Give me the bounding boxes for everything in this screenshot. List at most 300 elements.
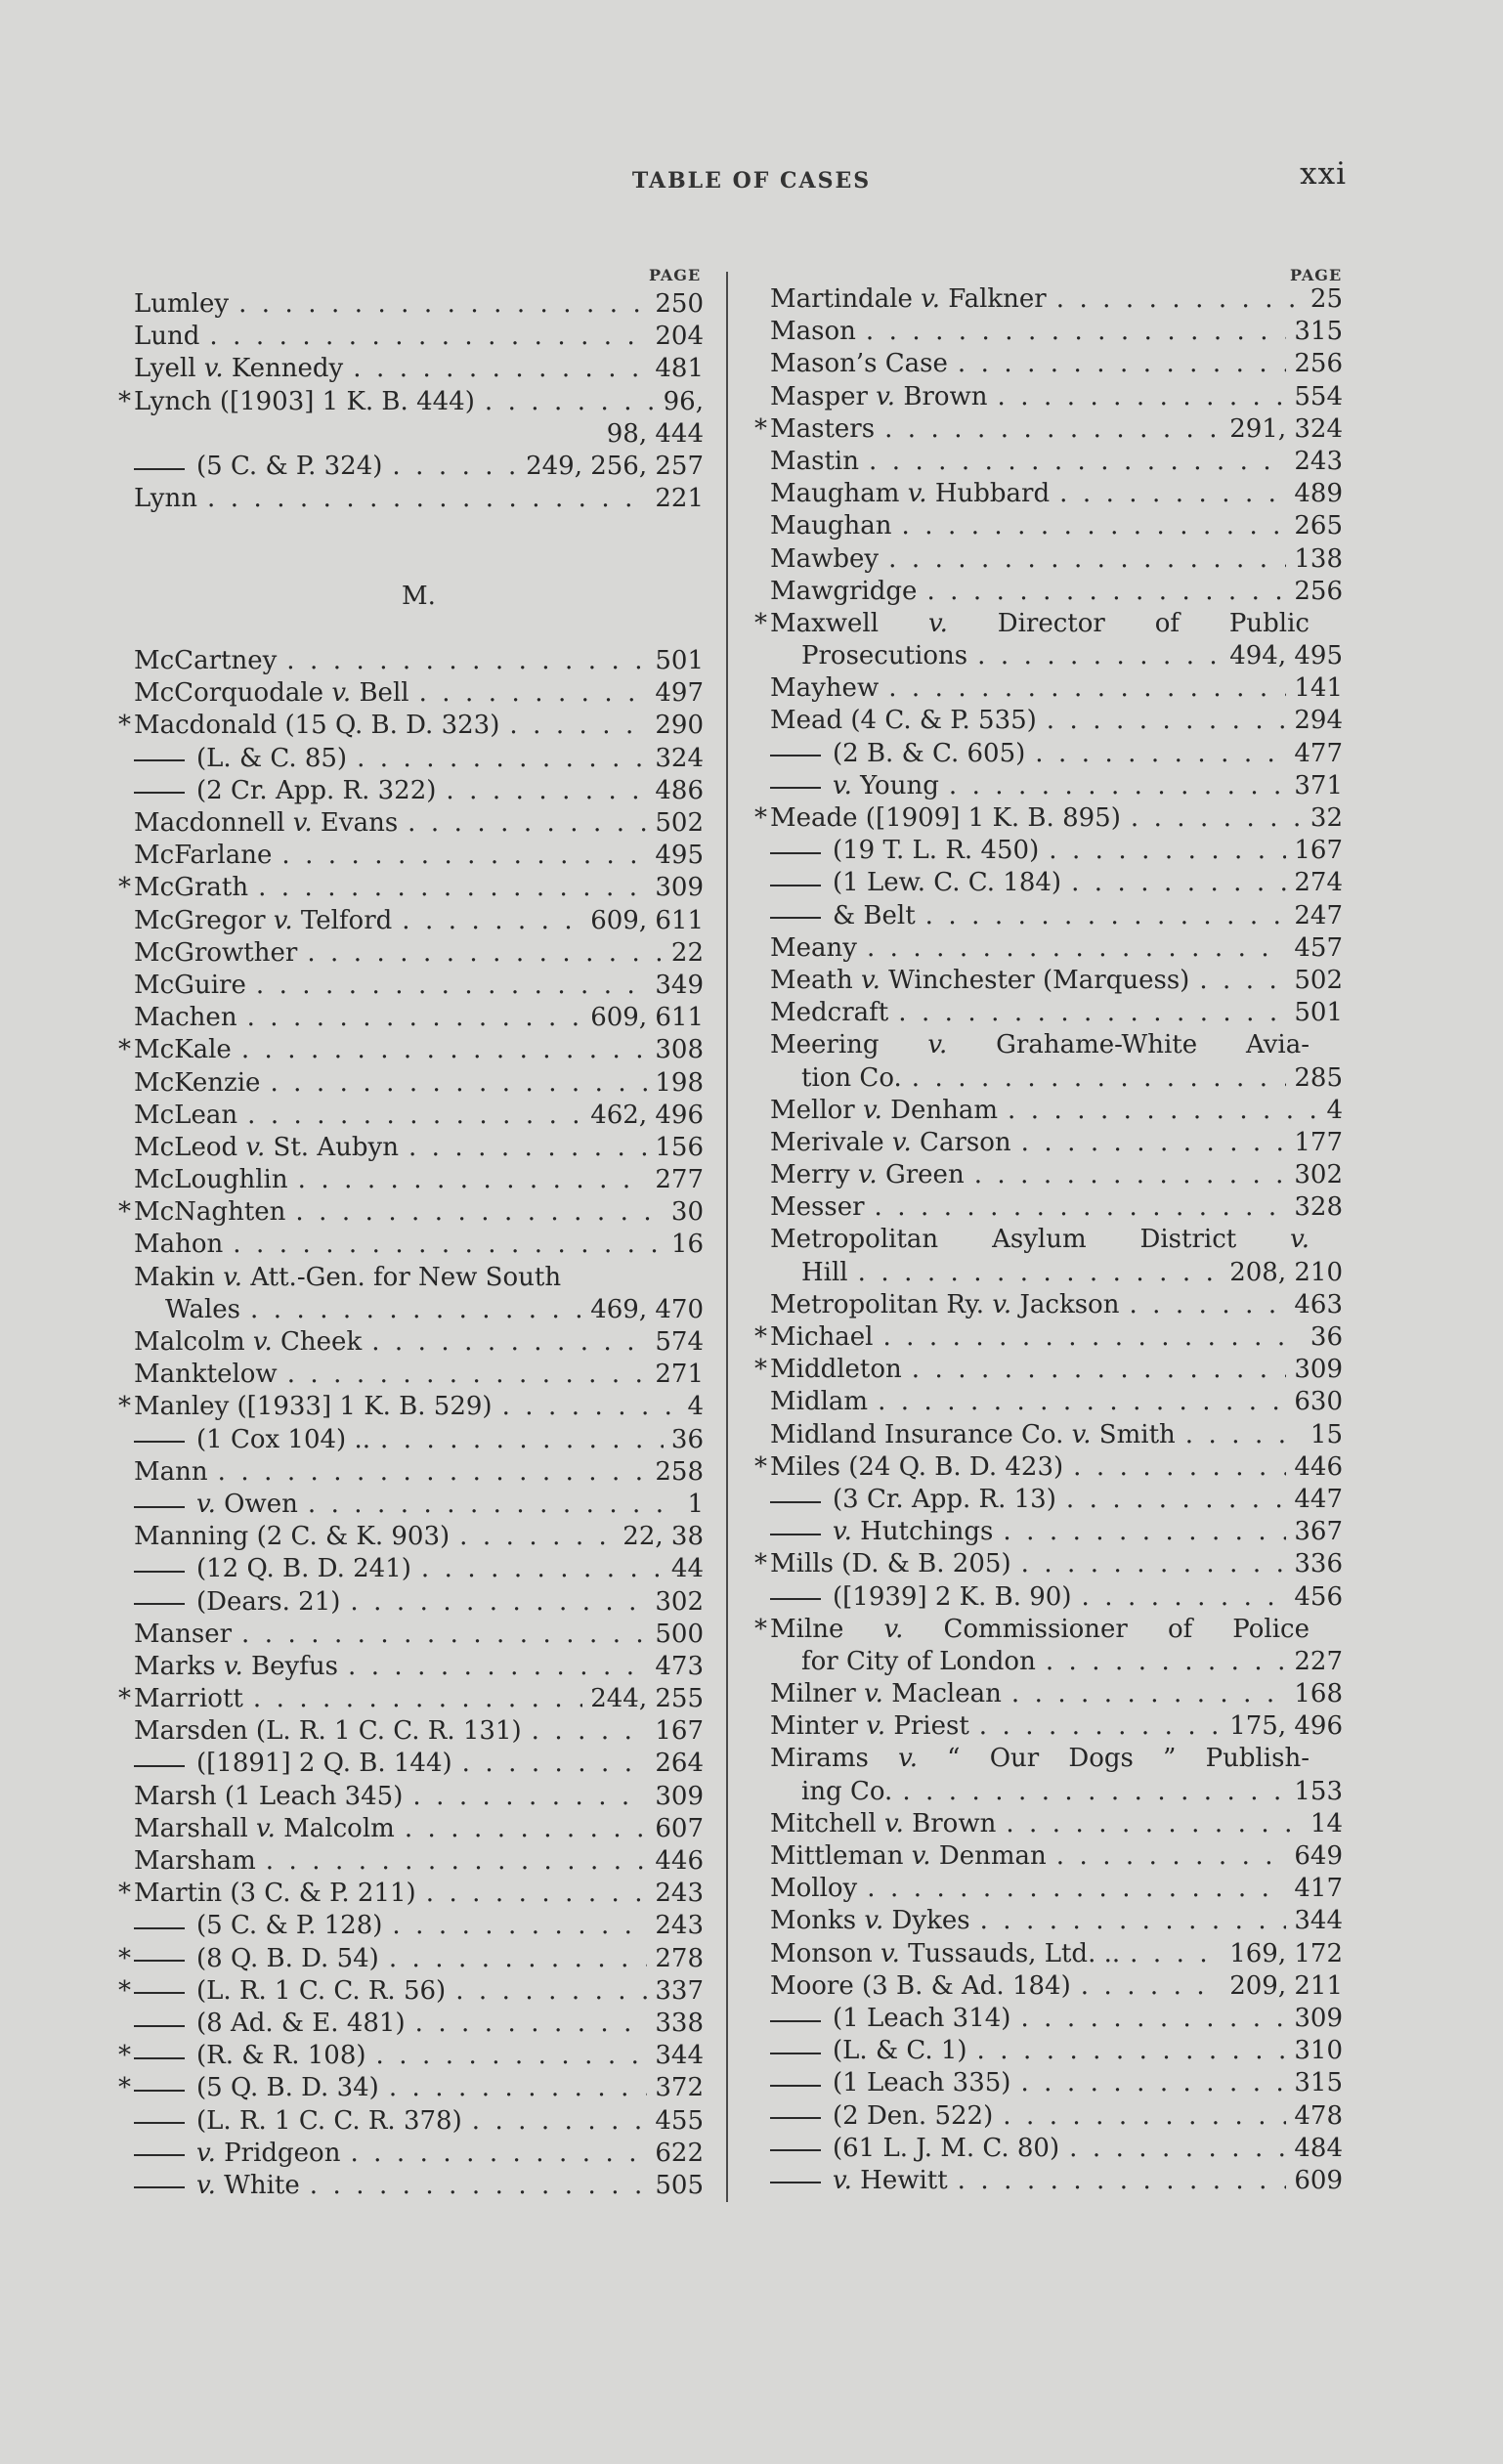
dot-leader — [298, 1164, 648, 1196]
case-name: (1 Cox 104) .. — [196, 1424, 370, 1454]
page-references: 486 — [655, 775, 704, 805]
page-references: 227 — [1294, 1646, 1343, 1676]
case-entry — [770, 997, 1343, 1029]
asterisk-marker: * — [754, 1451, 767, 1482]
dot-leader — [888, 672, 1286, 705]
case-name: ([1891] 2 Q. B. 144) — [196, 1749, 452, 1779]
case-name: McCartney — [134, 646, 278, 676]
case-name: Lumley — [134, 289, 230, 319]
page-references: 264 — [655, 1749, 704, 1779]
asterisk-marker: * — [754, 1549, 767, 1579]
dot-leader — [426, 1878, 648, 1910]
case-name: Mason — [770, 317, 856, 347]
page-references: 328 — [1294, 1192, 1343, 1223]
case-entry — [770, 576, 1343, 608]
page-references: 25 — [1310, 284, 1343, 314]
case-name: (12 Q. B. D. 241) — [196, 1554, 411, 1584]
dot-leader — [350, 2138, 647, 2170]
asterisk-marker: * — [754, 803, 767, 833]
dot-leader — [459, 1521, 615, 1553]
ditto-dash — [134, 1765, 185, 1767]
case-name: & Belt — [833, 900, 916, 930]
ditto-dash — [770, 2085, 821, 2087]
case-name: Hill — [801, 1257, 848, 1287]
page-references: 309 — [1294, 2003, 1343, 2033]
case-name: (Dears. 21) — [196, 1586, 341, 1617]
ditto-dash — [770, 885, 821, 886]
dot-leader — [446, 775, 647, 807]
case-entry — [134, 353, 704, 385]
case-entry — [770, 1095, 1343, 1127]
case-name: McFarlane — [134, 841, 273, 871]
case-name: Mirams v. “ Our Dogs ” Publish- — [770, 1744, 1310, 1774]
case-entry — [770, 1062, 1343, 1095]
page-references: 609, 611 — [590, 905, 704, 935]
page-references: 502 — [1294, 965, 1343, 995]
case-entry — [118, 2040, 704, 2072]
dot-leader — [353, 353, 647, 385]
dot-leader — [402, 905, 582, 937]
spacer — [134, 515, 704, 547]
case-name: (R. & R. 108) — [196, 2041, 366, 2071]
case-entry — [118, 1943, 704, 1975]
page-references: 446 — [1294, 1451, 1343, 1482]
page-references: 291, 324 — [1229, 413, 1343, 444]
case-name: Mann — [134, 1456, 208, 1487]
case-name: Marshall v. Malcolm — [134, 1813, 395, 1843]
case-name: Mills (D. & B. 205) — [770, 1549, 1011, 1579]
asterisk-marker: * — [118, 1197, 131, 1228]
case-entry — [770, 1386, 1343, 1418]
case-entry — [770, 867, 1343, 899]
page-references: 417 — [1294, 1874, 1343, 1904]
page-references: 169, 172 — [1229, 1938, 1343, 1968]
ditto-dash — [770, 2182, 821, 2183]
case-entry — [770, 1581, 1343, 1614]
ditto-dash — [770, 2117, 821, 2119]
dot-leader — [472, 2105, 648, 2138]
case-entry — [134, 1456, 704, 1489]
asterisk-marker: * — [118, 711, 131, 741]
dot-leader — [233, 1229, 664, 1261]
case-entry — [770, 283, 1343, 316]
dot-leader — [405, 1813, 648, 1845]
page-references: 574 — [655, 1327, 704, 1357]
case-name: Maugham v. Hubbard — [770, 479, 1051, 509]
dot-leader — [1073, 1451, 1286, 1484]
page-references: 481 — [655, 354, 704, 384]
case-entry — [770, 640, 1343, 672]
dot-leader — [949, 770, 1287, 802]
dot-leader — [898, 997, 1286, 1029]
dot-leader — [912, 1062, 1287, 1095]
case-name: Lynn — [134, 484, 197, 514]
case-entry — [134, 321, 704, 353]
dot-leader — [207, 483, 647, 515]
dot-leader — [415, 2008, 648, 2040]
case-entry — [134, 1326, 704, 1359]
dot-leader — [408, 807, 647, 840]
case-entry — [118, 1975, 704, 2008]
case-entry — [134, 483, 704, 515]
page-references: 258 — [655, 1456, 704, 1487]
asterisk-marker: * — [754, 1355, 767, 1385]
page-references: 175, 496 — [1229, 1711, 1343, 1742]
case-name: Midlam — [770, 1387, 869, 1417]
case-entry — [770, 543, 1343, 576]
case-entry — [118, 1391, 704, 1423]
dot-leader — [926, 576, 1286, 608]
case-name: Lund — [134, 322, 200, 352]
case-name: Metropolitan Asylum District v. — [770, 1225, 1310, 1255]
dot-leader — [241, 1034, 648, 1066]
page-references: 30 — [670, 1197, 704, 1228]
case-entry — [134, 1715, 704, 1748]
page-references: 609, 611 — [590, 1003, 704, 1033]
case-entry — [770, 1776, 1343, 1808]
case-name: tion Co. — [801, 1062, 902, 1093]
case-entry — [134, 1651, 704, 1683]
dot-leader — [974, 1159, 1287, 1191]
case-name: (5 C. & P. 324) — [196, 451, 383, 481]
dot-leader — [532, 1715, 648, 1748]
page-references: 501 — [1294, 998, 1343, 1028]
case-name: (1 Leach 314) — [833, 2003, 1011, 2033]
case-entry — [134, 1164, 704, 1196]
case-name: Mastin — [770, 446, 859, 476]
case-name: Michael — [770, 1322, 874, 1352]
dot-leader — [357, 743, 647, 775]
page-references: 250 — [655, 289, 704, 319]
page-references: 447 — [1294, 1484, 1343, 1514]
dot-leader — [1069, 2133, 1286, 2165]
case-name: Monks v. Dykes — [770, 1906, 970, 1936]
page-references: 271 — [655, 1360, 704, 1390]
case-name: Mellor v. Denham — [770, 1095, 999, 1125]
dot-leader — [266, 1845, 648, 1878]
dot-leader — [1059, 478, 1286, 510]
case-entry — [770, 1678, 1343, 1710]
page-references: 208, 210 — [1229, 1257, 1343, 1287]
case-entry — [770, 1257, 1343, 1289]
dot-leader — [238, 288, 647, 321]
page-references: 243 — [655, 1911, 704, 1941]
page-references: 209, 211 — [1229, 1970, 1343, 2001]
case-entry — [770, 1484, 1343, 1516]
case-entry — [134, 1521, 704, 1553]
asterisk-marker: * — [754, 1614, 767, 1644]
case-name: Marks v. Beyfus — [134, 1651, 338, 1681]
page-references: 15 — [1310, 1419, 1343, 1449]
case-name: Manser — [134, 1619, 233, 1649]
page-references: 337 — [655, 1975, 704, 2006]
case-name: v. Hutchings — [833, 1517, 994, 1547]
dot-leader — [1003, 1516, 1286, 1548]
dot-leader — [502, 1391, 680, 1423]
page-references: 244, 255 — [590, 1684, 704, 1714]
page-references: 141 — [1294, 673, 1343, 704]
dot-leader — [902, 510, 1287, 542]
case-name: Meath v. Winchester (Marquess) — [770, 965, 1190, 995]
case-entry — [134, 840, 704, 872]
case-name: Meade ([1909] 1 K. B. 895) — [770, 803, 1121, 833]
page-references: 630 — [1294, 1387, 1343, 1417]
case-name: Marsham — [134, 1846, 256, 1876]
dot-leader — [1081, 1970, 1222, 2003]
page-references: 290 — [655, 711, 704, 741]
case-name: Miles (24 Q. B. D. 423) — [770, 1451, 1064, 1482]
page-references: 463 — [1294, 1289, 1343, 1319]
dot-leader — [509, 710, 647, 742]
case-name: ([1939] 2 K. B. 90) — [833, 1581, 1072, 1612]
column-divider — [726, 272, 728, 2202]
page-references: 4 — [687, 1392, 704, 1422]
case-name: (3 Cr. App. R. 13) — [833, 1484, 1056, 1514]
case-name: McCorquodale v. Bell — [134, 678, 409, 709]
case-entry — [134, 2008, 704, 2040]
page-references: 344 — [655, 2041, 704, 2071]
page-references: 32 — [1310, 803, 1343, 833]
case-name: (L. R. 1 C. C. R. 378) — [196, 2105, 462, 2136]
case-name: (1 Lew. C. C. 184) — [833, 868, 1062, 898]
case-entry — [770, 2133, 1343, 2165]
case-name: Milner v. Maclean — [770, 1679, 1002, 1709]
case-entry — [134, 1424, 704, 1456]
dot-leader — [258, 872, 647, 904]
case-entry — [118, 386, 704, 418]
page-references: 243 — [1294, 446, 1343, 476]
case-entry — [770, 965, 1343, 997]
page-references: 477 — [1294, 738, 1343, 768]
case-entry — [134, 1229, 704, 1261]
ditto-dash — [134, 2122, 185, 2124]
case-name: Marsh (1 Leach 345) — [134, 1781, 404, 1811]
page-references: 338 — [655, 2008, 704, 2038]
page-references: 457 — [1294, 932, 1343, 963]
page-references: 495 — [655, 841, 704, 871]
case-entry — [134, 970, 704, 1002]
page-references: 497 — [655, 678, 704, 709]
running-head: TABLE OF CASES — [631, 168, 872, 194]
page-references: 153 — [1294, 1776, 1343, 1806]
case-name: Minter v. Priest — [770, 1711, 969, 1742]
dot-leader — [310, 2170, 648, 2202]
case-name: Wales — [165, 1294, 241, 1324]
case-name: (2 Cr. App. R. 322) — [196, 775, 437, 805]
page-references: 277 — [655, 1165, 704, 1195]
page-references: 198 — [655, 1067, 704, 1098]
case-entry — [770, 1646, 1343, 1678]
case-entry — [134, 775, 704, 807]
case-entry — [770, 1029, 1343, 1061]
case-entry — [754, 1451, 1343, 1484]
case-entry — [770, 1516, 1343, 1548]
case-entry — [134, 2138, 704, 2170]
case-name: Prosecutions — [801, 641, 968, 671]
case-name: (L. & C. 1) — [833, 2036, 967, 2066]
dot-leader — [462, 1748, 648, 1780]
case-name: McGrath — [134, 873, 249, 903]
dot-leader — [977, 640, 1222, 672]
case-name: (L. & C. 85) — [196, 743, 348, 773]
dot-leader — [866, 316, 1286, 348]
case-entry — [118, 1683, 704, 1715]
case-entry — [770, 1905, 1343, 1937]
case-entry — [770, 2035, 1343, 2067]
case-entry — [770, 1970, 1343, 2003]
case-name: Macdonnell v. Evans — [134, 808, 399, 838]
asterisk-marker: * — [118, 873, 131, 903]
case-entry — [770, 1191, 1343, 1224]
case-entry — [770, 835, 1343, 867]
dot-leader — [1020, 2003, 1286, 2035]
case-entry — [754, 608, 1343, 640]
page-references: 138 — [1294, 543, 1343, 574]
dot-leader — [878, 1386, 1286, 1418]
case-name: (5 C. & P. 128) — [196, 1911, 383, 1941]
dot-leader — [247, 1100, 582, 1132]
case-entry — [754, 1321, 1343, 1354]
case-entry — [134, 1132, 704, 1164]
page-references: 502 — [655, 808, 704, 838]
page-references: 36 — [1310, 1322, 1343, 1352]
case-name: ing Co. — [801, 1776, 893, 1806]
dot-leader — [1008, 1095, 1318, 1127]
case-entry — [770, 2003, 1343, 2035]
case-entry — [770, 2165, 1343, 2197]
dot-leader — [350, 1586, 647, 1619]
page-references: 309 — [655, 873, 704, 903]
page-references: 349 — [655, 970, 704, 1000]
page-references: 505 — [655, 2170, 704, 2200]
case-entry — [770, 2100, 1343, 2133]
case-name: Medcraft — [770, 998, 889, 1028]
case-name: Martin (3 C. & P. 211) — [134, 1879, 416, 1909]
ditto-dash — [770, 787, 821, 789]
page-references: 500 — [655, 1619, 704, 1649]
case-entry — [770, 900, 1343, 932]
ditto-dash — [770, 1534, 821, 1535]
page-references: 367 — [1294, 1517, 1343, 1547]
dot-leader — [1082, 1581, 1287, 1614]
dot-leader — [1021, 1127, 1287, 1159]
ditto-dash — [770, 917, 821, 919]
dot-leader — [295, 1196, 664, 1229]
asterisk-marker: * — [118, 1035, 131, 1065]
page-references: 1 — [687, 1489, 704, 1519]
case-name: Merivale v. Carson — [770, 1127, 1011, 1157]
case-name: McGuire — [134, 970, 246, 1000]
case-entry — [118, 872, 704, 904]
page-references: 265 — [1294, 511, 1343, 541]
dot-leader — [1047, 705, 1287, 737]
page-references: 36 — [670, 1424, 704, 1454]
right-page-column-label: PAGE — [1290, 266, 1343, 284]
page-references: 274 — [1294, 868, 1343, 898]
case-name: v. Pridgeon — [196, 2138, 341, 2168]
dot-leader — [392, 451, 518, 483]
case-entry — [118, 710, 704, 742]
dot-leader — [241, 1619, 647, 1651]
page-references: 247 — [1294, 900, 1343, 930]
page-references: 167 — [1294, 836, 1343, 866]
asterisk-marker: * — [118, 386, 131, 416]
case-entry — [770, 932, 1343, 965]
page-references: 177 — [1294, 1127, 1343, 1157]
page-references: 501 — [655, 646, 704, 676]
dot-leader — [348, 1651, 647, 1683]
page-references: 344 — [1294, 1906, 1343, 1936]
dot-leader — [250, 1294, 582, 1326]
dot-leader — [287, 1359, 648, 1391]
case-name: McGrowther — [134, 937, 298, 968]
dot-leader — [412, 1781, 647, 1813]
ditto-dash — [770, 1598, 821, 1600]
page-references: 256 — [1294, 349, 1343, 379]
dot-leader — [1035, 738, 1286, 770]
dot-leader — [867, 932, 1286, 965]
page-references: 16 — [670, 1230, 704, 1260]
case-name: Marriott — [134, 1684, 243, 1714]
ditto-dash — [770, 2053, 821, 2054]
case-entry — [770, 1938, 1343, 1970]
case-name: (8 Ad. & E. 481) — [196, 2008, 406, 2038]
case-name: Mason’s Case — [770, 349, 948, 379]
dot-leader — [1056, 283, 1303, 316]
case-name: (2 Den. 522) — [833, 2100, 994, 2131]
case-entry — [134, 451, 704, 483]
asterisk-marker: * — [118, 1879, 131, 1909]
dot-leader — [875, 1191, 1287, 1224]
page-references: 168 — [1294, 1679, 1343, 1709]
case-entry — [770, 672, 1343, 705]
case-entry — [770, 770, 1343, 802]
case-entry — [134, 1100, 704, 1132]
case-entry — [754, 802, 1343, 835]
page-references: 44 — [670, 1554, 704, 1584]
page-references: 256 — [1294, 576, 1343, 606]
case-entry — [134, 645, 704, 677]
case-name: (61 L. J. M. C. 80) — [833, 2133, 1060, 2163]
page-references: 622 — [655, 2138, 704, 2168]
page-references: 294 — [1294, 706, 1343, 736]
ditto-dash — [770, 852, 821, 854]
ditto-dash — [134, 468, 185, 470]
dot-leader — [1129, 1289, 1286, 1321]
case-entry — [134, 1002, 704, 1034]
dot-leader — [419, 677, 648, 710]
case-name: McNaghten — [134, 1197, 286, 1228]
case-entry — [754, 1548, 1343, 1580]
case-name: Mawgridge — [770, 576, 918, 606]
page-references: 249, 256, 257 — [526, 451, 704, 481]
dot-leader — [485, 386, 656, 418]
case-entry — [134, 1489, 704, 1521]
dot-leader — [253, 1683, 582, 1715]
asterisk-marker: * — [118, 1392, 131, 1422]
case-entry — [118, 1878, 704, 1910]
ditto-dash — [134, 1992, 185, 1994]
case-name: Maxwell v. Director of Public — [770, 608, 1310, 638]
page-references: 371 — [1294, 770, 1343, 800]
dot-leader — [1066, 1484, 1286, 1516]
case-entry — [134, 1262, 704, 1294]
case-entry — [770, 1873, 1343, 1905]
ditto-dash — [134, 792, 185, 794]
dot-leader — [1011, 1678, 1287, 1710]
case-name: Mitchell v. Brown — [770, 1808, 997, 1838]
case-entry — [134, 1813, 704, 1845]
